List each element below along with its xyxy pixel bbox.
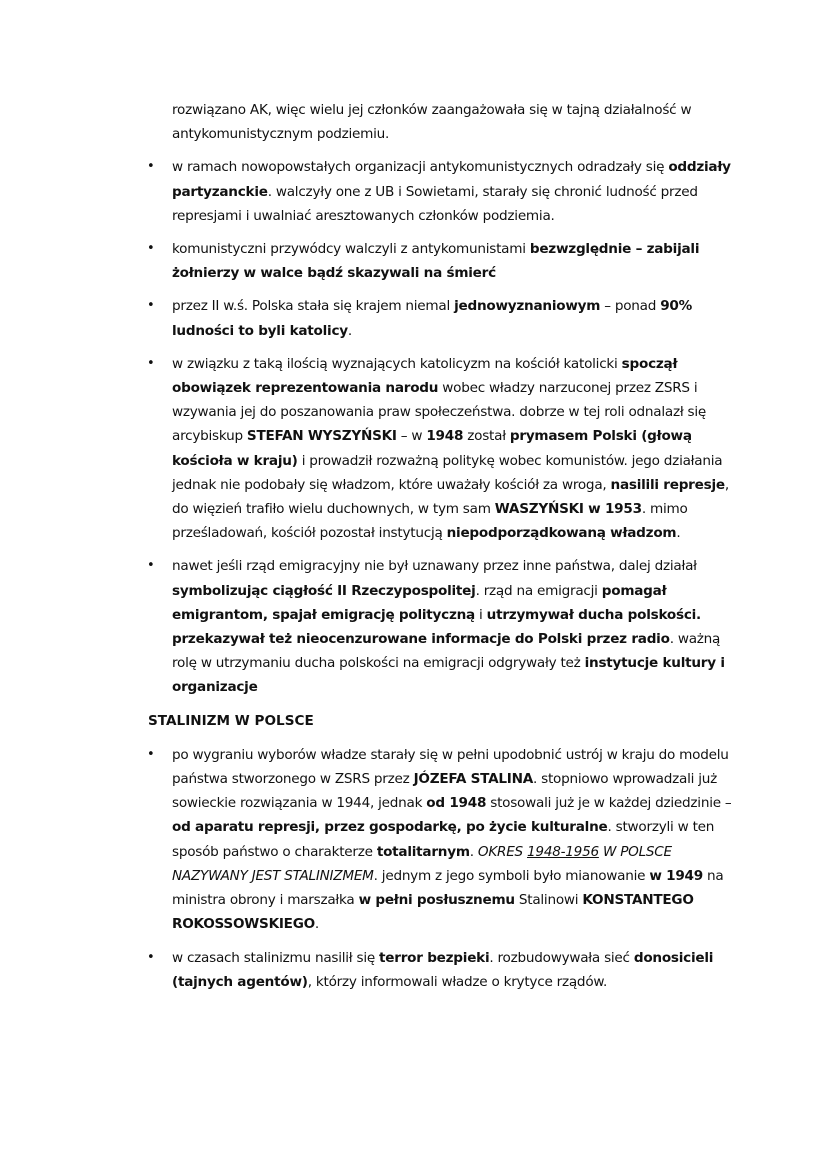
emphasized-text: symbolizując ciągłość II Rzeczypospolitej (172, 582, 476, 599)
emphasized-text: nasilili represje (610, 476, 725, 493)
intro-paragraph (172, 98, 742, 146)
text-run: wobec władzy narzuconej przez ZSRS i wzywania jej do poszanowania praw społeczeństwa. dobrze w tej roli odnalazł się arcybiskup (172, 380, 707, 445)
emphasized-text: spoczął obowiązek reprezentowania narodu (172, 355, 678, 397)
text-run: na ministra obrony i marszałka (172, 867, 724, 909)
list-item (147, 743, 742, 937)
emphasized-text: terror bezpieki (379, 949, 490, 966)
text-run: . rozbudowywała sieć (489, 949, 634, 966)
bullet-icon: • (147, 241, 155, 257)
text-run: . rząd na emigracji (475, 582, 602, 599)
bullet-icon: • (147, 558, 155, 574)
emphasized-text: od 1948 (426, 795, 487, 812)
text-run: . (314, 916, 319, 933)
text-run: . walczyły one z UB i Sowietami, starały się chronić ludność przed represjami i uwalniać aresztowanych członków podziemia. (172, 183, 698, 224)
emphasized-text: prymasem Polski (głową kościoła w kraju) (172, 428, 692, 469)
bullet-icon: • (147, 949, 155, 965)
text-run: . (469, 843, 478, 860)
document-body (147, 98, 742, 1003)
text-run: . stworzyli w ten sposób państwo o charakterze (172, 819, 715, 860)
list-item (147, 946, 742, 994)
text-run: został (463, 428, 510, 445)
emphasized-text: WASZYŃSKI w 1953 (494, 501, 642, 518)
text-run: w związku z taką ilością wyznających katolicyzm na kościół katolicki (172, 355, 622, 372)
text-run: stosowali już je w każdej dziedzinie – (486, 795, 732, 812)
bullet-icon: • (147, 746, 155, 762)
text-run: w ramach nowopowstałych organizacji antykomunistycznych odradzały się (172, 159, 669, 176)
emphasized-text: KONSTANTEGO ROKOSSOWSKIEGO (172, 892, 694, 933)
bullet-icon: • (147, 159, 155, 175)
text-run: i prowadził rozważną politykę wobec komunistów. jego działania jednak nie podobały się władzom, które uważały kościół za wroga, (172, 452, 723, 493)
emphasized-text: niepodporządkowaną władzom (446, 525, 677, 542)
text-run: rozwiązano AK, więc wielu jej członków zaangażowała się w tajną działalność w antykomunistycznym podziemiu. (172, 102, 692, 143)
emphasized-text: od aparatu represji, przez gospodarkę, po życie kulturalne (172, 819, 608, 836)
text-run: – ponad (600, 298, 661, 315)
emphasized-text: 1948 (426, 428, 464, 445)
emphasized-text: totalitarnym (376, 843, 470, 860)
bullet-list-2 (147, 743, 742, 994)
text-run: . (676, 525, 681, 542)
text-run: przez II w.ś. Polska stała się krajem niemal (172, 298, 455, 315)
text-run: po wygraniu wyborów władze starały się w pełni upodobnić ustrój w kraju do modelu państwa stworzonego w ZSRS przez (172, 746, 729, 788)
list-item (147, 554, 742, 699)
emphasized-text: pomagał emigrantom, spajał emigrację polityczną (172, 582, 667, 623)
text-run: , do więzień trafiło wielu duchownych, w tym sam (172, 476, 729, 518)
text-run: – w (396, 428, 427, 445)
emphasized-text: w 1949 (649, 867, 703, 884)
text-run: . jednym z jego symboli było mianowanie (373, 867, 650, 884)
emphasized-text: w pełni posłusznemu (358, 892, 515, 909)
bullet-list-1 (147, 155, 742, 699)
text-run: i (474, 606, 487, 623)
list-item (147, 237, 742, 285)
bullet-icon: • (147, 355, 155, 371)
section-heading: STALINIZM W POLSCE (148, 712, 314, 729)
list-item (147, 352, 742, 546)
emphasized-text: donosicieli (tajnych agentów) (172, 949, 714, 990)
text-run: . ważną rolę w utrzymaniu ducha polskości na emigracji odgrywały też (172, 631, 721, 672)
emphasized-text: 1948-1956 (527, 843, 599, 860)
text-run: nawet jeśli rząd emigracyjny nie był uznawany przez inne państwa, dalej działał (172, 558, 697, 575)
emphasized-text: JÓZEFA STALINA (413, 771, 533, 788)
emphasized-text: 90% ludności to byli katolicy (172, 298, 692, 339)
text-run: . (347, 322, 352, 339)
list-item (147, 294, 742, 342)
list-item (147, 155, 742, 228)
emphasized-text: STEFAN WYSZYŃSKI (246, 428, 397, 445)
text-run: . mimo prześladowań, kościół pozostał instytucją (172, 501, 688, 542)
emphasized-text: utrzymywał ducha polskości. przekazywał też nieocenzurowane informacje do Polski przez radio (172, 606, 701, 648)
emphasized-text: oddziały partyzanckie (172, 159, 731, 200)
text-run: Stalinowi (514, 892, 583, 909)
emphasized-text: jednowyznaniowym (454, 298, 601, 315)
bullet-icon: • (147, 298, 155, 314)
text-run: . stopniowo wprowadzali już sowieckie rozwiązania w 1944, jednak (172, 771, 717, 812)
text-run: , którzy informowali władze o krytyce rządów. (307, 973, 608, 990)
emphasized-text: bezwzględnie – zabijali żołnierzy w walce bądź skazywali na śmierć (172, 241, 700, 282)
text-run: w czasach stalinizmu nasilił się (172, 949, 380, 966)
emphasized-text: instytucje kultury i organizacje (172, 655, 725, 696)
emphasized-text: W POLSCE NAZYWANY JEST STALINIZMEM (172, 843, 672, 884)
emphasized-text: OKRES (477, 843, 528, 860)
text-run: komunistyczni przywódcy walczyli z antykomunistami (172, 241, 530, 258)
